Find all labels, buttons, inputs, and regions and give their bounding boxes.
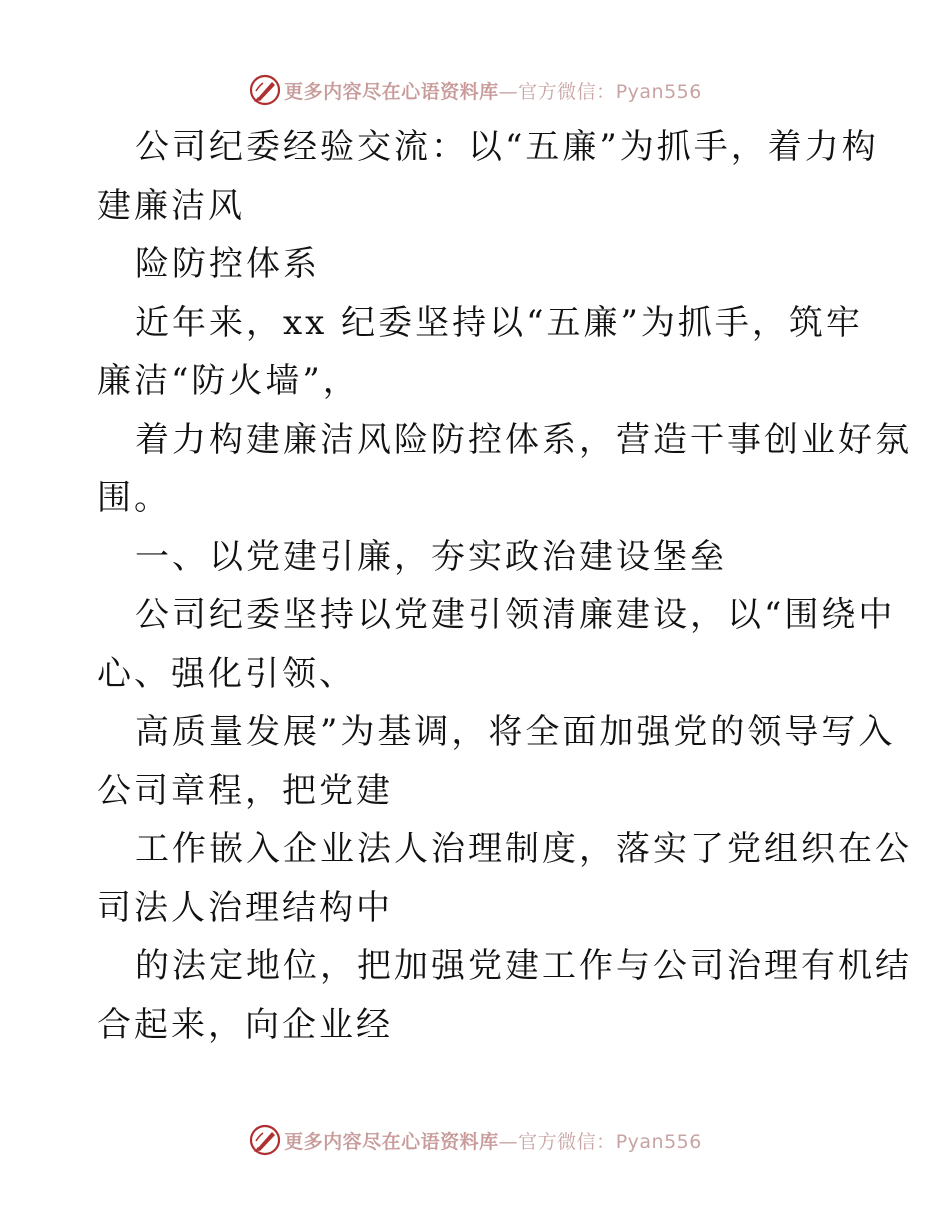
line: 的法定地位，把加强党建工作与公司治理有机结 <box>135 946 912 986</box>
footer-watermark <box>0 1120 950 1160</box>
line: 高质量发展”为基调，将全面加强党的领导写入 <box>135 712 896 752</box>
line: 司法人治理结构中 <box>97 887 393 928</box>
paragraph-title-cont <box>97 235 857 294</box>
line: 围。 <box>97 478 171 518</box>
paragraph-body-3 <box>97 820 912 937</box>
watermark-main-text: 更多内容尽在心语资料库 <box>284 80 499 103</box>
watermark-separator: — <box>498 80 519 103</box>
paragraph-body-4 <box>97 937 912 1054</box>
quill-pen-logo-icon <box>248 1123 282 1157</box>
line: 一、以党建引廉，夯实政治建设堡垒 <box>135 536 727 577</box>
line: 建廉洁风 <box>97 185 245 226</box>
line: 着力构建廉洁风险防控体系，营造干事创业好氛 <box>135 419 912 460</box>
paragraph-body-2 <box>97 703 896 820</box>
watermark-wechat-label: 官方微信： <box>518 80 616 103</box>
line: 公司章程，把党建 <box>97 770 393 811</box>
line: 近年来，xx 纪委坚持以“五廉”为抓手，筑牢 <box>135 302 863 343</box>
paragraph-intro-cont <box>97 411 912 528</box>
line: 工作嵌入企业法人治理制度，落实了党组织在公 <box>135 829 912 869</box>
line: 廉洁“防火墙”， <box>97 361 360 401</box>
watermark-wechat-label: 官方微信： <box>518 1130 616 1153</box>
watermark-wechat-id: Pyan556 <box>615 1130 702 1153</box>
watermark-main-text: 更多内容尽在心语资料库 <box>284 1130 499 1153</box>
header-watermark <box>0 70 950 110</box>
line: 合起来，向企业经 <box>97 1004 393 1045</box>
watermark-wechat-id: Pyan556 <box>615 80 702 103</box>
line: 心、强化引领、 <box>97 653 356 694</box>
paragraph-body-1 <box>97 586 896 703</box>
paragraph-title <box>97 118 879 235</box>
quill-pen-logo-icon <box>248 73 282 107</box>
paragraph-intro <box>97 294 863 411</box>
section-heading <box>97 528 857 587</box>
document-body <box>97 118 912 1054</box>
line: 公司纪委坚持以党建引领清廉建设，以“围绕中 <box>135 595 896 635</box>
line: 公司纪委经验交流：以“五廉”为抓手，着力构 <box>135 127 879 167</box>
line: 险防控体系 <box>135 244 320 284</box>
watermark-separator: — <box>498 1130 519 1153</box>
